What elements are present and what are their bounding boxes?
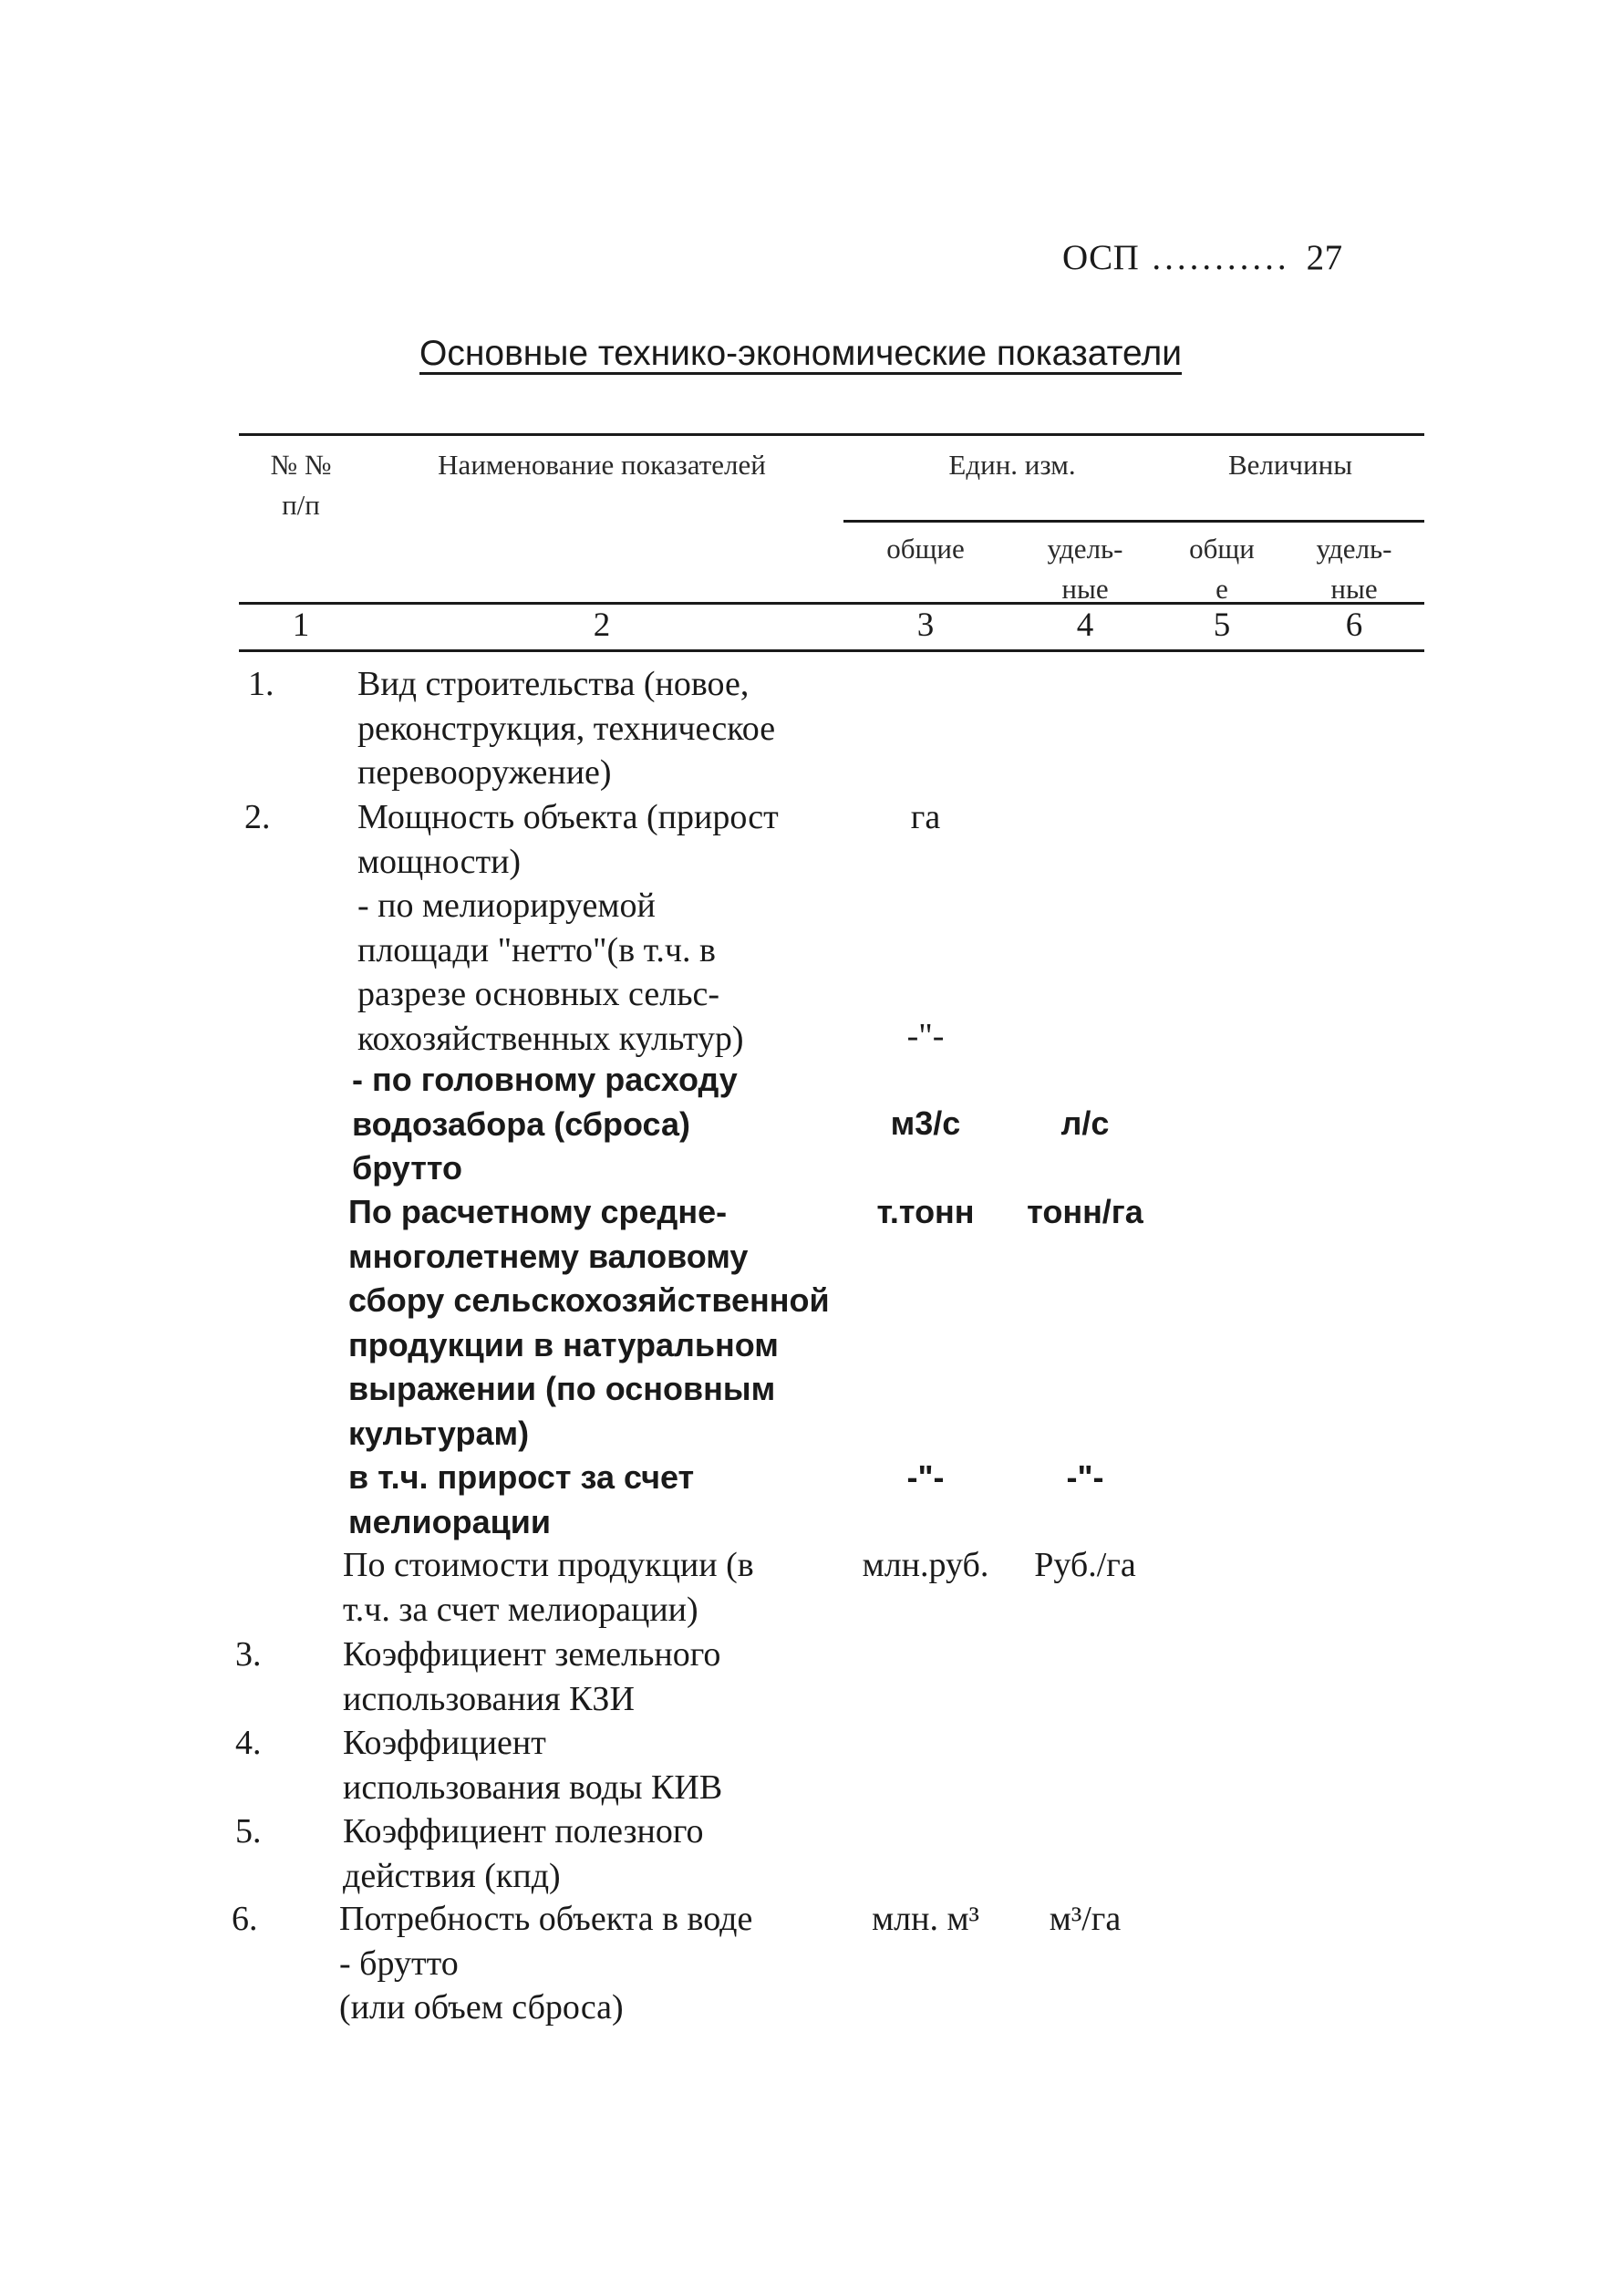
column-number-2: 2	[593, 606, 611, 644]
header-values-total: общи е	[1189, 533, 1255, 605]
column-number-3: 3	[916, 606, 935, 644]
column-number-4: 4	[1076, 606, 1094, 644]
row-number: 1.	[248, 665, 274, 703]
row-text: По стоимости продукции (в т.ч. за счет мелиорации)	[343, 1546, 754, 1629]
row-number: 3.	[235, 1635, 262, 1674]
header-units-specific: удель- ные	[1047, 533, 1123, 605]
row-number: 2.	[244, 798, 271, 836]
column-number-5: 5	[1213, 606, 1231, 644]
row-text: Мощность объекта (прирост мощности) - по мелиорируемой площади "нетто"(в т.ч. в разрезе основных сельс- кохозяйственных культур)	[357, 798, 779, 1058]
leader-dots: ...........	[1152, 238, 1290, 277]
header-num: № № п/п	[270, 449, 332, 521]
header-units-total: общие	[886, 533, 965, 565]
units-subheader-rule	[843, 520, 1424, 523]
row-text: Коэффициент полезного действия (кпд)	[343, 1812, 704, 1895]
row-unit-total: м3/с	[890, 1104, 961, 1142]
header-values-group: Величины	[1227, 449, 1353, 481]
row-unit-total: т.тонн	[876, 1193, 975, 1230]
header-name: Наименование показателей	[438, 449, 766, 481]
row-number: 6.	[232, 1900, 258, 1938]
row-unit-total: млн. м³	[872, 1900, 979, 1938]
row-unit-specific: л/с	[1060, 1104, 1110, 1142]
row-unit-total-ditto: -"-	[906, 1017, 945, 1055]
column-number-6: 6	[1345, 606, 1363, 644]
table-top-rule	[239, 433, 1424, 436]
row-number: 4.	[235, 1724, 262, 1762]
row-unit-total: га	[910, 798, 941, 836]
row-unit-specific: Руб./га	[1034, 1546, 1136, 1584]
document-code	[1062, 237, 1445, 278]
column-number-1: 1	[292, 606, 310, 644]
header-units-group: Един. изм.	[948, 449, 1076, 481]
column-numbers-rule	[239, 649, 1424, 652]
document-code-label: ОСП	[1062, 238, 1140, 277]
row-text: Коэффициент использования воды КИВ	[343, 1724, 723, 1807]
row-unit-total: млн.руб.	[862, 1546, 989, 1584]
row-text: - по головному расходу водозабора (сброса) брутто	[352, 1061, 738, 1187]
row-unit-specific: м³/га	[1049, 1900, 1122, 1938]
row-text: Коэффициент земельного использования КЗИ	[343, 1635, 721, 1718]
row-text: Потребность объекта в воде - брутто (или объем сброса)	[339, 1900, 753, 2027]
row-number: 5.	[235, 1812, 262, 1850]
row-unit-total: -"-	[906, 1458, 945, 1496]
row-text: в т.ч. прирост за счет мелиорации	[348, 1458, 695, 1540]
row-unit-specific: тонн/га	[1027, 1193, 1143, 1230]
row-unit-specific: -"-	[1066, 1458, 1104, 1496]
page-title: Основные технико-экономические показатели	[419, 334, 1182, 373]
page-number: 27	[1306, 238, 1343, 277]
row-text: По расчетному средне- многолетнему валовому сбору сельскохозяйственной продукции в натуральном выражении (по основным культурам)	[348, 1193, 830, 1452]
row-text: Вид строительства (новое, реконструкция, техническое перевооружение)	[357, 665, 776, 792]
header-values-specific: удель- ные	[1316, 533, 1392, 605]
